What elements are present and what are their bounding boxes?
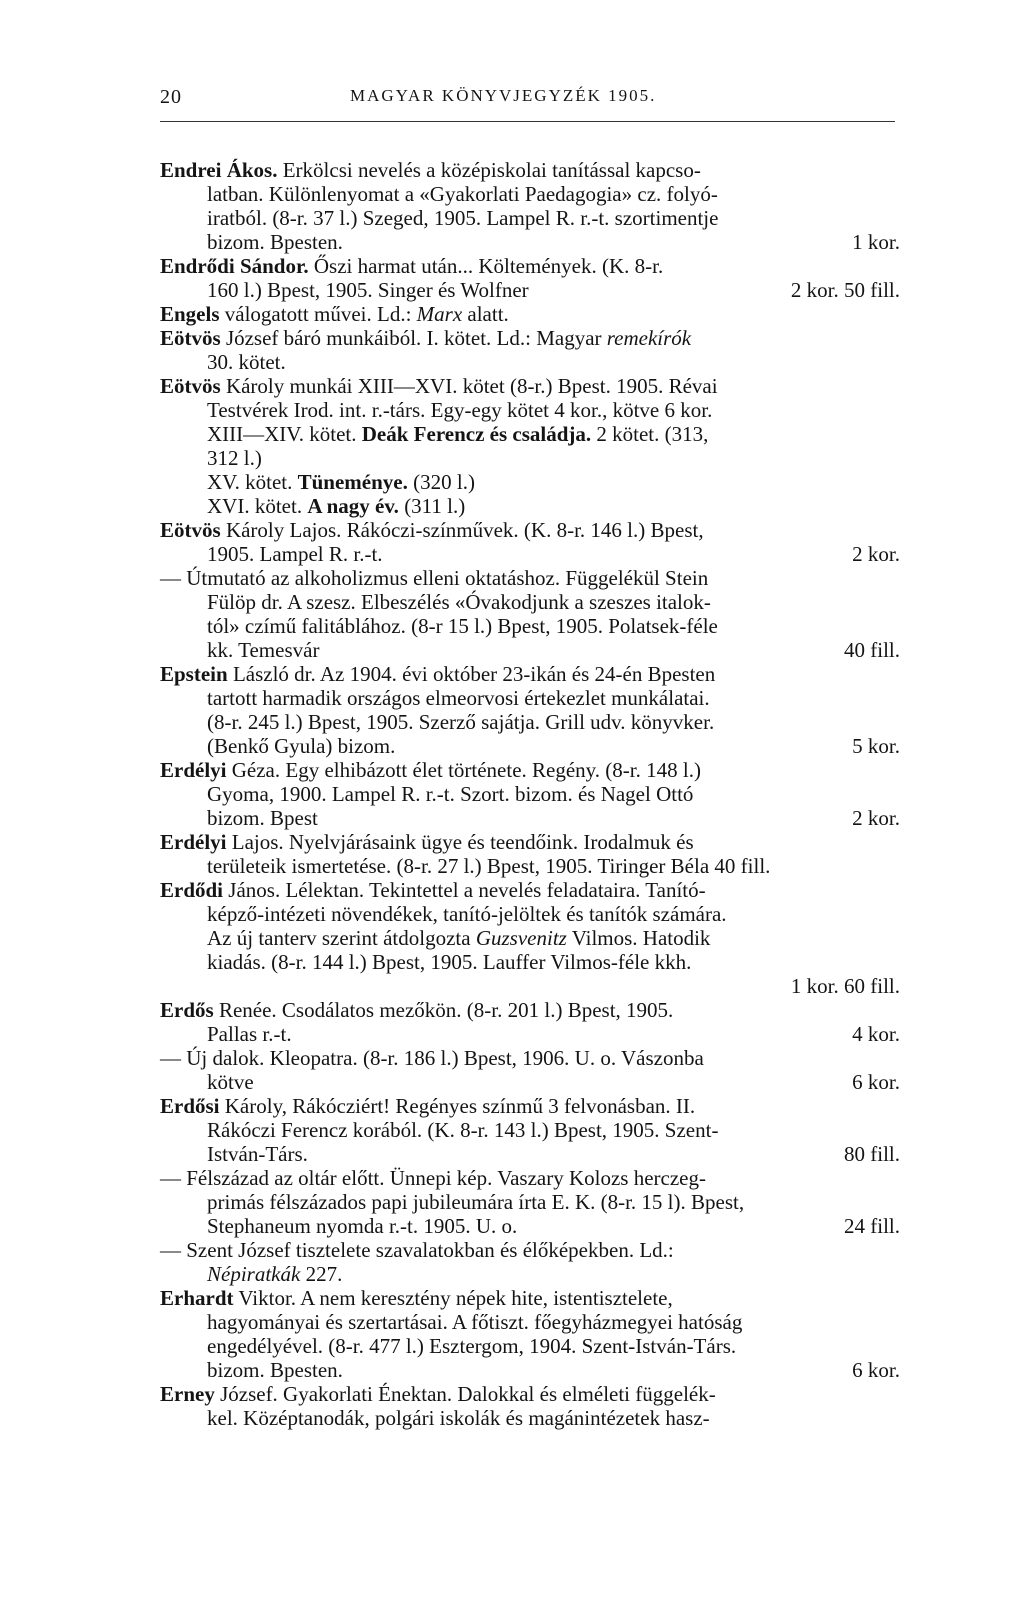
text-line <box>160 998 673 1022</box>
text-line <box>207 1358 343 1382</box>
entry-text: 160 l.) Bpest, 1905. Singer és Wolfner <box>207 278 529 302</box>
text-line <box>207 710 714 734</box>
entry-text: XV. kötet. <box>207 470 298 494</box>
text-line <box>160 662 715 686</box>
entry-author: A nagy év. <box>307 494 399 518</box>
entry-author: Eötvös <box>160 326 221 350</box>
text-line <box>207 446 262 470</box>
price: 2 kor. 50 fill. <box>790 278 900 302</box>
price: 1 kor. 60 fill. <box>790 974 900 998</box>
entry-text: Károly Lajos. Rákóczi-színművek. (K. 8-r. 146 l.) Bpest, <box>220 518 704 542</box>
text-line <box>207 1214 517 1238</box>
text-line <box>207 686 710 710</box>
entry-text: (8-r. 245 l.) Bpest, 1905. Szerző sajátja. Grill udv. könyvker. <box>207 710 715 734</box>
entry-text: válogatott művei. Ld.: <box>219 302 417 326</box>
italic-text: remekírók <box>606 326 692 350</box>
entry-text: Géza. Egy elhibázott élet története. Regény. (8-r. 148 l.) <box>226 758 701 782</box>
entry-text: kk. Temesvár <box>207 638 320 662</box>
entry-text: területeik ismertetése. (8-r. 27 l.) Bpest, 1905. Tiringer Béla 40 fill. <box>207 854 771 878</box>
entry-text: — Félszázad az oltár előtt. Ünnepi kép. Vaszary Kolozs herczeg- <box>160 1166 706 1190</box>
price: 80 fill. <box>844 1142 900 1166</box>
entry-text: Stephaneum nyomda r.-t. 1905. U. o. <box>207 1214 518 1238</box>
entry-author: Endrei Ákos. <box>160 158 278 182</box>
entry-text: István-Társ. <box>207 1142 308 1166</box>
text-line <box>207 1310 742 1334</box>
text-line <box>160 158 701 182</box>
text-line <box>207 542 383 566</box>
text-line <box>160 1286 673 1310</box>
entry-text: 30. kötet. <box>207 350 286 374</box>
entry-author: Endrődi Sándor. <box>160 254 309 278</box>
text-line <box>207 1022 292 1046</box>
entry-text: bizom. Bpest <box>207 806 318 830</box>
entry-text: Fülöp dr. A szesz. Elbeszélés «Óvakodjunk a szeszes italok- <box>207 590 711 614</box>
price: 6 kor. <box>852 1358 900 1382</box>
entry-text: kötve <box>207 1070 254 1094</box>
entry-text: tartott harmadik országos elmeorvosi értekezlet munkálatai. <box>207 686 710 710</box>
text-line <box>207 470 475 494</box>
text-line <box>207 1070 254 1094</box>
text-line <box>207 1118 718 1142</box>
text-line <box>207 806 318 830</box>
text-line <box>160 1166 706 1190</box>
entry-text: Lajos. Nyelvjárásaink ügye és teendőink. Irodalmuk és <box>226 830 694 854</box>
text-line <box>160 878 706 902</box>
entry-text: Az új tanterv szerint átdolgozta <box>207 926 476 950</box>
entry-text: (311 l.) <box>398 494 466 518</box>
entry-author: Eötvös <box>160 518 221 542</box>
entry-text: latban. Különlenyomat a «Gyakorlati Paedagogia» cz. folyó- <box>207 182 718 206</box>
text-line <box>207 1190 744 1214</box>
text-line <box>207 422 708 446</box>
entry-text: 1905. Lampel R. r.-t. <box>207 542 383 566</box>
entry-author: Erhardt <box>160 1286 234 1310</box>
italic-text: Guzsvenitz <box>475 926 567 950</box>
text-line <box>207 1334 736 1358</box>
entry-text: primás félszázados papi jubileumára írta E. K. (8-r. 15 l). Bpest, <box>207 1190 745 1214</box>
text-line <box>207 854 770 878</box>
text-line <box>207 1406 710 1430</box>
text-line <box>160 758 701 782</box>
entry-author: Erdődi <box>160 878 224 902</box>
text-line <box>160 1046 704 1070</box>
price: 4 kor. <box>852 1022 900 1046</box>
text-line <box>207 350 286 374</box>
entry-text: (Benkő Gyula) bizom. <box>207 734 396 758</box>
entry-text: József báró munkáiból. I. kötet. Ld.: Magyar <box>220 326 607 350</box>
price: 1 kor. <box>852 230 900 254</box>
text-line <box>160 326 691 350</box>
price: 5 kor. <box>852 734 900 758</box>
price: 24 fill. <box>844 1214 900 1238</box>
entry-author: Erdélyi <box>160 830 227 854</box>
text-line <box>207 1262 342 1286</box>
entry-text: 312 l.) <box>207 446 262 470</box>
entry-text: Pallas r.-t. <box>207 1022 292 1046</box>
entry-author: Erney <box>160 1382 215 1406</box>
entry-text: képző-intézeti növendékek, tanító-jelöltek és tanítók számára. <box>207 902 727 926</box>
entry-text: Őszi harmat után... Költemények. (K. 8-r. <box>308 254 664 278</box>
text-line <box>207 734 395 758</box>
text-line <box>160 566 708 590</box>
text-line <box>207 614 718 638</box>
italic-text: Marx <box>416 302 463 326</box>
entry-author: Erdősi <box>160 1094 220 1118</box>
text-line <box>160 830 694 854</box>
entry-text: Erkölcsi nevelés a középiskolai tanítással kapcso- <box>277 158 701 182</box>
entry-text: bizom. Bpesten. <box>207 1358 343 1382</box>
text-line <box>160 1238 674 1262</box>
entry-author: Epstein <box>160 662 228 686</box>
entry-text: XVI. kötet. <box>207 494 308 518</box>
entry-text: kiadás. (8-r. 144 l.) Bpest, 1905. Lauffer Vilmos-féle kkh. <box>207 950 692 974</box>
text-line <box>160 1382 716 1406</box>
entry-author: Tüneménye. <box>297 470 408 494</box>
entry-text: bizom. Bpesten. <box>207 230 343 254</box>
text-line <box>160 518 704 542</box>
entry-author: Erdélyi <box>160 758 227 782</box>
text-line <box>207 902 727 926</box>
italic-text: Népiratkák <box>207 1262 301 1286</box>
entry-text: Károly munkái XIII—XVI. kötet (8-r.) Bpest. 1905. Révai <box>220 374 718 398</box>
price: 40 fill. <box>844 638 900 662</box>
entry-author: Engels <box>160 302 220 326</box>
entry-text: — Szent József tisztelete szavalatokban és élőképekben. Ld.: <box>160 1238 674 1262</box>
text-line <box>160 1094 695 1118</box>
entry-text: Renée. Csodálatos mezőkön. (8-r. 201 l.) Bpest, 1905. <box>213 998 674 1022</box>
entry-text: Rákóczi Ferencz korából. (K. 8-r. 143 l.) Bpest, 1905. Szent- <box>207 1118 719 1142</box>
price: 2 kor. <box>852 806 900 830</box>
entry-author: Deák Ferencz és családja. <box>361 422 592 446</box>
entry-text: 227. <box>300 1262 343 1286</box>
entry-text: engedélyével. (8-r. 477 l.) Esztergom, 1904. Szent-István-Társ. <box>207 1334 737 1358</box>
entry-text: József. Gyakorlati Énektan. Dalokkal és elméleti függelék- <box>214 1382 716 1406</box>
text-line <box>207 494 465 518</box>
entry-text: XIII—XIV. kötet. <box>207 422 362 446</box>
entry-text: hagyományai és szertartásai. A főtiszt. főegyházmegyei hatóság <box>207 1310 743 1334</box>
entry-text: tól» czímű falitáblához. (8-r 15 l.) Bpest, 1905. Polatsek-féle <box>207 614 718 638</box>
text-line <box>207 950 691 974</box>
entry-text: Vilmos. Hatodik <box>566 926 711 950</box>
entry-text: — Új dalok. Kleopatra. (8-r. 186 l.) Bpest, 1906. U. o. Vászonba <box>160 1046 704 1070</box>
entry-text: Károly, Rákócziért! Regényes színmű 3 felvonásban. II. <box>219 1094 696 1118</box>
text-line <box>160 302 509 326</box>
entry-text: Testvérek Irod. int. r.-társ. Egy-egy kötet 4 kor., kötve 6 kor. <box>207 398 713 422</box>
entry-text: Gyoma, 1900. Lampel R. r.-t. Szort. bizom. és Nagel Ottó <box>207 782 694 806</box>
text-line <box>160 254 663 278</box>
text-line <box>207 206 718 230</box>
text-line <box>207 182 718 206</box>
entry-text: Viktor. A nem keresztény népek hite, istentisztelete, <box>233 1286 673 1310</box>
entry-author: Eötvös <box>160 374 221 398</box>
entry-text: iratból. (8-r. 37 l.) Szeged, 1905. Lampel R. r.-t. szortimentje <box>207 206 719 230</box>
text-line <box>207 638 319 662</box>
entry-text: kel. Középtanodák, polgári iskolák és magánintézetek hasz- <box>207 1406 710 1430</box>
text-line <box>207 398 712 422</box>
text-line <box>207 230 343 254</box>
text-line <box>160 374 718 398</box>
entry-text: (320 l.) <box>407 470 475 494</box>
price: 6 kor. <box>852 1070 900 1094</box>
entry-text: — Útmutató az alkoholizmus elleni oktatáshoz. Függelékül Stein <box>160 566 709 590</box>
price: 2 kor. <box>852 542 900 566</box>
entry-text: alatt. <box>462 302 509 326</box>
text-line <box>207 926 710 950</box>
text-line <box>207 1142 308 1166</box>
page-number: 20 <box>160 86 182 108</box>
entry-author: Erdős <box>160 998 214 1022</box>
text-line <box>207 278 529 302</box>
entry-text: László dr. Az 1904. évi október 23-ikán és 24-én Bpesten <box>227 662 716 686</box>
entry-text: János. Lélektan. Tekintettel a nevelés feladataira. Tanító- <box>223 878 706 902</box>
text-line <box>207 590 711 614</box>
running-title: MAGYAR KÖNYVJEGYZÉK 1905. <box>350 86 657 105</box>
text-line <box>207 782 693 806</box>
entry-text: 2 kötet. (313, <box>591 422 709 446</box>
